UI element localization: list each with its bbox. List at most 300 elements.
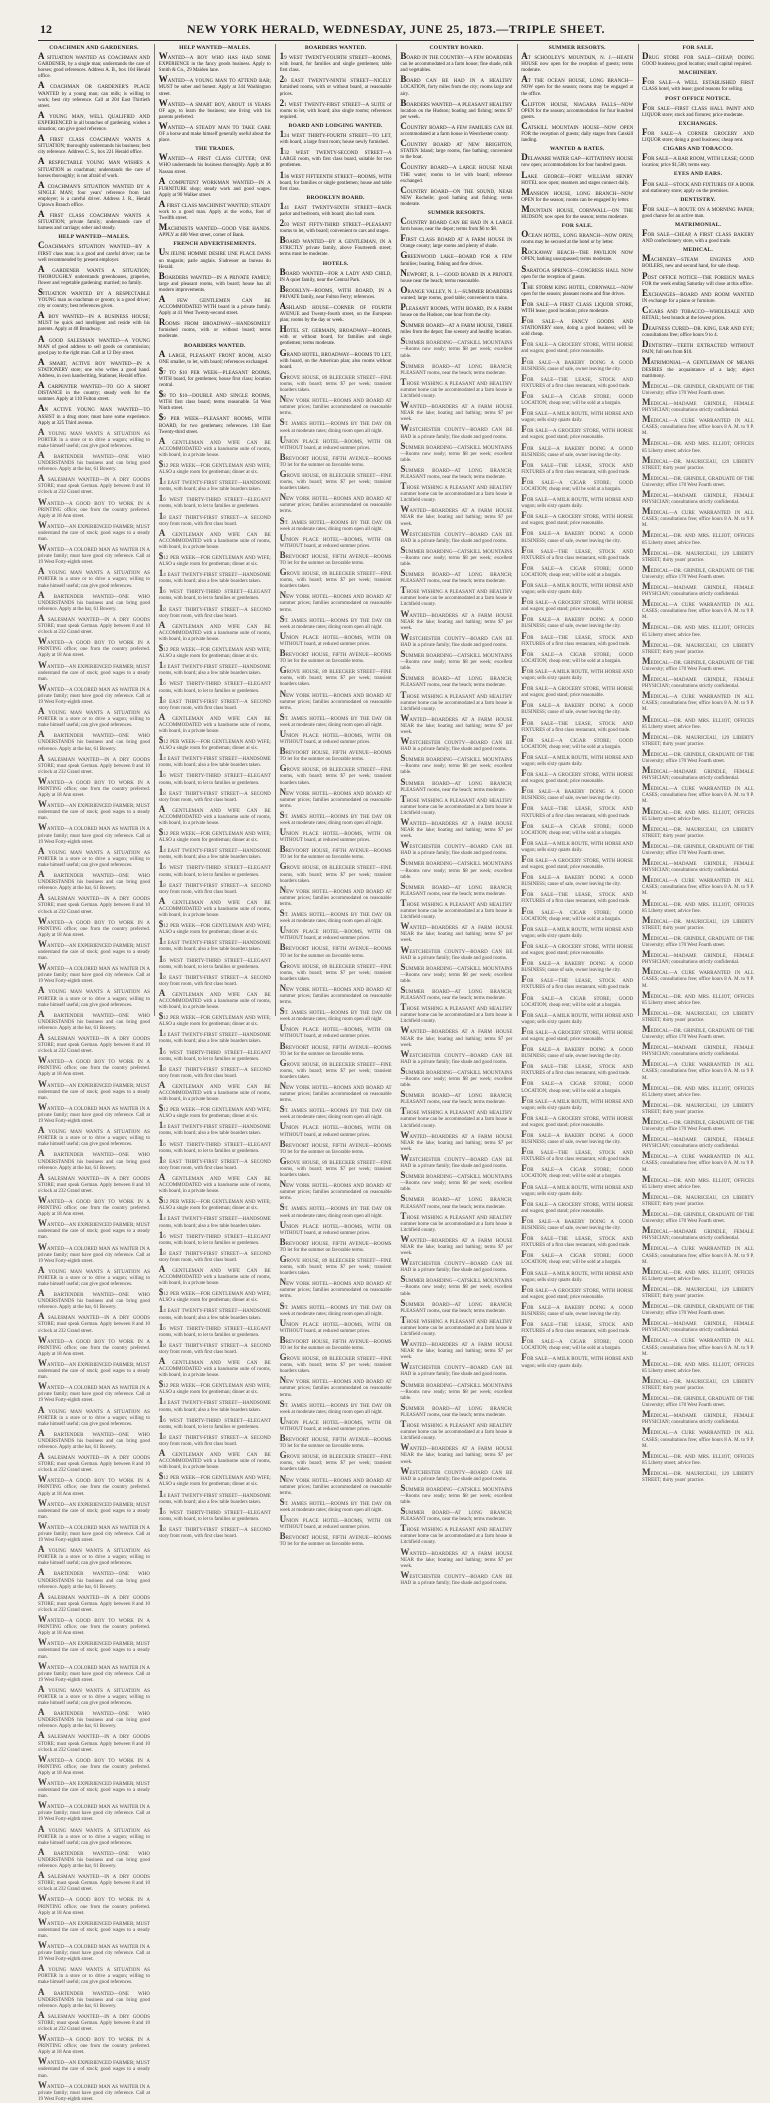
classified-ad: FOR SALE—THE LEASE, STOCK AND FIXTURES of a first class restaurant, with good trade. (521, 716, 634, 733)
classified-ad: ST. JAMES HOTEL—ROOMS BY THE DAY OR week at moderate rates; dining room open all night. (279, 613, 392, 630)
classified-ad: FOR SALE—A CIGAR STORE; GOOD LOCATION; cheap rent; will be sold at a bargain. (521, 991, 634, 1008)
classified-ad: SUMMER BOARDING—CATSKILL MOUNTAINS—Rooms now ready; terms $8 per week; excellent table. (400, 1274, 513, 1297)
classified-ad: BREVOORT HOUSE, FIFTH AVENUE—ROOMS TO let for the summer on favorable terms. (279, 1531, 392, 1548)
classified-ad: MEDICAL—DR. AND MRS. ELLIOT, OFFICES 85 Liberty street; advice free. (642, 1449, 754, 1466)
classified-ad: FOR SALE—STOCK AND FIXTURES OF A BOOK and stationery store; apply on the premises. (642, 177, 754, 194)
classified-ad: A GENTLEMAN AND WIFE CAN BE ACCOMMODATED with a handsome suite of rooms, with board, in a private house. (158, 435, 271, 458)
classified-ad: MEDICAL—DR. GRINDLE, GRADUATE OF THE University; office 170 West Fourth street. (642, 747, 754, 764)
classified-ad: A BARTENDER WANTED—ONE WHO UNDERSTANDS his business and can bring good reference. Apply at the bar, 61 Bowery. (38, 1707, 150, 1730)
classified-ad: WANTED—A COLORED MAN AS WAITER IN A private family; must have good city reference. Call at 19 West Forty-eighth street. (38, 822, 150, 845)
classified-ad: NEW YORK HOTEL—ROOMS AND BOARD AT summer prices; families accommodated on reasonable terms. (279, 1473, 392, 1496)
classified-ad: THOSE WISHING A PLEASANT AND HEALTHY summer home can be accommodated at a farm house in Litchfield county. (400, 1314, 513, 1337)
classified-ad: THE STORM KING HOTEL, CORNWALL—NOW open for the season; pleasant rooms and fine drives. (521, 280, 634, 297)
classified-ad: A GENTLEMAN AND WIFE CAN BE ACCOMMODATED with a handsome suite of rooms, with board, in a private house. (158, 1079, 271, 1103)
page-number: 12 (40, 22, 52, 36)
classified-ad: MEDICAL—DR. GRINDLE, GRADUATE OF THE University; office 170 West Fourth street. (642, 1208, 754, 1225)
classified-ad: ST. JAMES HOTEL—ROOMS BY THE DAY OR week at moderate rates; dining room open all night. (279, 711, 392, 728)
classified-ad: CIGARS AND TOBACCO—WHOLESALE AND RETAIL; best brands at the lowest prices. (642, 304, 754, 321)
classified-ad: FOR SALE—A CIGAR STORE; GOOD LOCATION; cheap rent; will be sold at a bargain. (521, 647, 634, 664)
classified-ad: WANTED—AN EXPERIENCED FARMER; MUST understand the care of stock; good wages to a steady man. (38, 938, 150, 962)
classified-ad: FOR SALE—A CIGAR STORE; GOOD LOCATION; cheap rent; will be sold at a bargain. (521, 561, 634, 578)
classified-ad: UNION PLACE HOTEL—ROOMS, WITH OR WITHOUT board, at reduced summer prices. (279, 1513, 392, 1531)
classified-ad: FOR SALE—A GROCERY STORE, WITH HORSE and wagon; good stand; price reasonable. (521, 1197, 634, 1214)
classified-ad: A BARTENDER WANTED—ONE WHO UNDERSTANDS his business and can bring good reference. Apply at the bar, 61 Bowery. (38, 589, 150, 612)
classified-ad: MEDICAL—MADAME GRINDLE, FEMALE PHYSICIAN; consultations strictly confidential. (642, 1317, 754, 1334)
classified-ad: WANTED—BOARDERS AT A FARM HOUSE NEAR the lake; boating and bathing; terms $7 per week. (400, 400, 513, 423)
classified-ad: 16 WEST THIRTY-THIRD STREET—ELEGANT rooms, with board, to let to families or gentlemen. (158, 585, 271, 602)
classified-ad: FOR SALE—A MILK ROUTE, WITH HORSE AND wagon; sells sixty quarts daily. (521, 750, 634, 767)
section-heading: EYES AND EARS. (673, 171, 723, 178)
classified-ad: MEDICAL—DR. MAURICEAU, 129 LIBERTY STREET; thirty years' practice. (642, 914, 754, 931)
section-heading: EXCHANGES. (678, 120, 718, 127)
classified-ad: WANTED—AN EXPERIENCED FARMER; MUST understand the care of stock; good wages to a steady man. (38, 1357, 150, 1381)
classified-ad: THOSE WISHING A PLEASANT AND HEALTHY summer home can be accommodated at a farm house in Litchfield county. (400, 1106, 513, 1129)
classified-ad: MEDICAL—MADAME GRINDLE, FEMALE PHYSICIAN; consultations strictly confidential. (642, 673, 754, 690)
masthead-rule (38, 40, 754, 41)
classified-ad: FOR SALE—A GROCERY STORE, WITH HORSE and wagon; good stand; price reasonable. (521, 682, 634, 699)
classified-ad: FOR SALE—A MILK ROUTE, WITH HORSE AND wagon; sells sixty quarts daily. (521, 836, 634, 853)
classified-ad: ST. JAMES HOTEL—ROOMS BY THE DAY OR week at moderate rates; dining room open all night. (279, 1398, 392, 1415)
classified-ad: MEDICAL—MADAME GRINDLE, FEMALE PHYSICIAN; consultations strictly confidential. (642, 857, 754, 874)
classified-ad: 18 EAST THIRTY-FIRST STREET—A SECOND story front room, with first class board. (158, 1338, 271, 1355)
classified-ad: A SALESMAN WANTED—IN A DRY GOODS STORE; must speak German. Apply between 8 and 10 o'clock at 232 Grand street. (38, 1590, 150, 1613)
classified-ad: BREVOORT HOUSE, FIFTH AVENUE—ROOMS TO let for the summer on favorable terms. (279, 648, 392, 665)
classified-ad: A BARTENDER WANTED—ONE WHO UNDERSTANDS his business and can bring good reference. Apply at the bar, 61 Bowery. (38, 1986, 150, 2009)
classified-ad: WESTCHESTER COUNTY—BOARD CAN BE HAD in a private family; fine shade and good rooms. (400, 1048, 513, 1065)
classified-ad: BREVOORT HOUSE, FIFTH AVENUE—ROOMS TO let for the summer on favorable terms. (279, 549, 392, 566)
classified-ad: WANTED—A STEADY MAN TO TAKE CARE OF a horse and make himself generally useful about the place. (158, 120, 271, 144)
classified-ad: WANTED—BOARDERS AT A FARM HOUSE NEAR the lake; boating and bathing; terms $7 per week. (400, 1442, 513, 1465)
classified-ad: FOR SALE—A CIGAR STORE; GOOD LOCATION; cheap rent; will be sold at a bargain. (521, 1077, 634, 1094)
classified-ad: SITUATION WANTED BY A RESPECTABLE YOUNG man as coachman or groom; is a good driver; city or country; best references given. (38, 287, 150, 310)
classified-ad: BREVOORT HOUSE, FIFTH AVENUE—ROOMS TO let for the summer on favorable terms. (279, 1334, 392, 1351)
classified-ad: 16 WEST THIRTY-THIRD STREET—ELEGANT rooms, with board, to let to families or gentlemen. (158, 861, 271, 878)
classified-ad: UNION PLACE HOTEL—ROOMS, WITH OR WITHOUT board, at reduced summer prices. (279, 1219, 392, 1236)
classified-ad: A SALESMAN WANTED—IN A DRY GOODS STORE; must speak German. Apply between 8 and 10 o'clock at 232 Grand street. (38, 1870, 150, 1893)
classified-ad: SUMMER BOARDING—CATSKILL MOUNTAINS—Rooms now ready; terms $8 per week; excellent table. (400, 440, 513, 463)
classified-ad: FOR SALE—THE LEASE, STOCK AND FIXTURES of a first class restaurant, with good trade. (521, 1232, 634, 1249)
classified-ad: A BOY WANTED—IN A BUSINESS HOUSE; MUST be quick and intelligent and reside with his parents. Apply at 40 Broadway. (38, 310, 150, 333)
classified-ad: A YOUNG MAN WANTS A SITUATION AS PORTER in a store or to drive a wagon; willing to make himself useful; can give good references. (38, 1544, 150, 1567)
classified-ad: FOR SALE—A ROUTE ON A MORNING PAPER; good chance for an active man. (642, 202, 754, 219)
section-heading: SUMMER RESORTS. (548, 45, 606, 51)
classified-ad: FOR SALE—FIRST CLASS HALL PAINT AND LIQUOR store; stock and fixtures; price moderate. (642, 101, 754, 118)
classified-ad: COUNTRY BOARD—A LARGE HOUSE NEAR THE water; rooms to let with board; reference exchanged. (400, 161, 513, 184)
classified-ad: A YOUNG MAN WANTS A SITUATION AS PORTER in a store or to drive a wagon; willing to make himself useful; can give good references. (38, 1683, 150, 1707)
classified-ad: FOR SALE—A MILK ROUTE, WITH HORSE AND wagon; sells sixty quarts daily. (521, 664, 634, 682)
classified-ad: $12 PER WEEK—FOR GENTLEMAN AND WIFE; ALSO a single room for gentleman; dinner at six. (158, 458, 271, 476)
classified-ad: MEDICAL—DR. MAURICEAU, 129 LIBERTY STREET; thirty years' practice. (642, 1006, 754, 1023)
classified-ad: WANTED—AN EXPERIENCED FARMER; MUST understand the care of stock; good wages to a steady man. (38, 799, 150, 822)
classified-ad: MEDICAL—MADAME GRINDLE, FEMALE PHYSICIAN; consultations strictly confidential. (642, 765, 754, 782)
classified-ad: MEDICAL—DR. GRINDLE, GRADUATE OF THE University; office 170 West Fourth street. (642, 655, 754, 672)
classified-ad: WANTED—AN EXPERIENCED FARMER; MUST understand the care of stock; good wages to a steady man. (38, 1777, 150, 1800)
classified-ad: THOSE WISHING A PLEASANT AND HEALTHY summer home can be accommodated at a farm house in Litchfield county. (400, 1002, 513, 1025)
classified-ad: WANTED—A GOOD BOY TO WORK IN A PRINTING office; one from the country preferred. Apply at 18 Ann street. (38, 1753, 150, 1776)
classified-ad: NEW YORK HOTEL—ROOMS AND BOARD AT summer prices; families accommodated on reasonable terms. (279, 1277, 392, 1300)
classified-ad: A GENTLEMAN AND WIFE CAN BE ACCOMMODATED with a handsome suite of rooms, with board, in a private house. (158, 1263, 271, 1287)
classified-ad: A GENTLEMAN AND WIFE CAN BE ACCOMMODATED with a handsome suite of rooms, with board, in a private house. (158, 619, 271, 642)
section-heading: BOARDERS WANTED. (304, 45, 367, 51)
classified-ad: BREVOORT HOUSE, FIFTH AVENUE—ROOMS TO let for the summer on favorable terms. (279, 746, 392, 763)
classified-ad: MEDICAL—A CURE WARRANTED IN ALL CASES; consultations free; office hours 8 A. M. to 9 P. M. (642, 1426, 754, 1449)
classified-ad: MEDICAL—DR. GRINDLE, GRADUATE OF THE University; office 170 West Fourth street. (642, 1300, 754, 1317)
classified-ad: A SALESMAN WANTED—IN A DRY GOODS STORE; must speak German. Apply between 8 and 10 o'clock at 232 Grand street. (38, 892, 150, 915)
classified-ad: WANTED—A COLORED MAN AS WAITER IN A private family; must have good city reference. Call at 19 West Forty-eighth street. (38, 1939, 150, 1963)
column-filler (279, 370, 392, 1549)
classified-ad: UNION PLACE HOTEL—ROOMS, WITH OR WITHOUT board, at reduced summer prices. (279, 1121, 392, 1138)
classified-ad: A COMPETENT WORKMAN WANTED—IN A FURNITURE shop; steady work and good wages. Apply at 90 Walker street. (158, 175, 271, 198)
classified-ad: 14 EAST TWENTY-FIRST STREET—HANDSOME rooms, with board; also a few table boarders taken. (158, 1212, 271, 1229)
classified-ad: COUNTRY BOARD—ON THE SOUND, NEAR NEW Rochelle; good bathing and fishing; terms moderate. (400, 184, 513, 207)
classified-ad: 14 EAST TWENTY-FIRST STREET—HANDSOME rooms, with board; also a few table boarders taken. (158, 660, 271, 677)
classified-ad: 124 WEST THIRTY-FOURTH STREET—TO LET, with board, a large front room; house newly furnished. (279, 129, 392, 146)
section-heading: HOTELS. (322, 260, 349, 267)
classified-ad: FOR SALE—A BAKERY DOING A GOOD BUSINESS; cause of sale, owner leaving the city. (521, 1214, 634, 1232)
classified-ad: 18 EAST THIRTY-FIRST STREET—A SECOND story front room, with first class board. (158, 1154, 271, 1171)
classified-ad: BREVOORT HOUSE, FIFTH AVENUE—ROOMS TO let for the summer on favorable terms. (279, 942, 392, 959)
section-heading: MEDICAL. (682, 247, 714, 254)
classified-ad: MEDICAL—DR. AND MRS. ELLIOT, OFFICES 85 Liberty street; advice free. (642, 437, 754, 454)
classified-ad: FOR SALE—A CIGAR STORE; GOOD LOCATION; cheap rent; will be sold at a bargain. (521, 733, 634, 750)
classified-ad: 16 WEST THIRTY-THIRD STREET—ELEGANT rooms, with board, to let to families or gentlemen. (158, 769, 271, 786)
classified-ad: SUMMER BOARDING—CATSKILL MOUNTAINS—Rooms now ready; terms $8 per week; excellent table. (400, 961, 513, 984)
classified-ad: GROVE HOUSE, 89 BLEECKER STREET—FINE rooms, with board; terms $7 per week; transient boarders taken. (279, 959, 392, 982)
classified-ad: MEDICAL—DR. AND MRS. ELLIOT, OFFICES 85 Liberty street; advice free. (642, 1265, 754, 1282)
classified-ad: A BARTENDER WANTED—ONE WHO UNDERSTANDS his business and can bring good reference. Apply at the bar, 61 Bowery. (38, 869, 150, 892)
classified-ad: 132 WEST TWENTY-SECOND STREET—A LARGE room, with first class board, suitable for two gentlemen. (279, 146, 392, 169)
classified-ad: BOARDERS WANTED—IN A PRIVATE FAMILY; large and pleasant rooms, with board; house has all modern improvements. (158, 270, 271, 293)
classified-ad: GROVE HOUSE, 89 BLEECKER STREET—FINE rooms, with board; terms $7 per week; transient boarders taken. (279, 665, 392, 688)
column-3 (279, 44, 392, 1548)
classified-ad: BOARD CAN BE HAD IN A HEALTHY LOCATION, forty miles from the city; rooms large and airy. (400, 74, 513, 97)
classified-ad: $9 PER WEEK—PLEASANT ROOMS, WITH BOARD, for two gentlemen; references. 118 East Twenty-third street. (158, 412, 271, 435)
classified-ad: FOR SALE—A CIGAR STORE; GOOD LOCATION; cheap rent; will be sold at a bargain. (521, 819, 634, 836)
classified-ad: MEDICAL—DR. AND MRS. ELLIOT, OFFICES 85 Liberty street; advice free. (642, 713, 754, 730)
column-1 (38, 44, 150, 2102)
classified-ad: MATRIMONIAL—A GENTLEMAN OF MEANS DESIRES the acquaintance of a lady; object matrimony. (642, 356, 754, 379)
classified-ad: FOR SALE—A GROCERY STORE, WITH HORSE and wagon; good stand; price reasonable. (521, 1111, 634, 1128)
classified-ad: GROVE HOUSE, 89 BLEECKER STREET—FINE rooms, with board; terms $7 per week; transient boarders taken. (279, 861, 392, 884)
classified-ad: NEW YORK HOTEL—ROOMS AND BOARD AT summer prices; families accommodated on reasonable terms. (279, 688, 392, 711)
section-heading: BROOKLYN BOARD. (306, 194, 365, 201)
classified-ad: FOR SALE—A BAKERY DOING A GOOD BUSINESS; cause of sale, owner leaving the city. (521, 1043, 634, 1060)
section-heading: WANTED & RATES. (549, 146, 605, 153)
classified-ad: A SALESMAN WANTED—IN A DRY GOODS STORE; must speak German. Apply between 8 and 10 o'clock at 232 Grand street. (38, 1451, 150, 1474)
classified-ad: NEW YORK HOTEL—ROOMS AND BOARD AT summer prices; families accommodated on reasonable terms. (279, 982, 392, 1006)
column-rule (396, 44, 397, 1016)
classified-ad: A GENTLEMAN AND WIFE CAN BE ACCOMMODATED with a handsome suite of rooms, with board, in a private house. (158, 1448, 271, 1471)
classified-ad: MEDICAL—DR. MAURICEAU, 129 LIBERTY STREET; thirty years' practice. (642, 822, 754, 839)
classified-ad: MEDICAL—DR. AND MRS. ELLIOT, OFFICES 85 Liberty street; advice free. (642, 805, 754, 822)
classified-ad: MEDICAL—DR. MAURICEAU, 129 LIBERTY STREET; thirty years' practice. (642, 730, 754, 747)
classified-ad: SUMMER BOARDING—CATSKILL MOUNTAINS—Rooms now ready; terms $8 per week; excellent table. (400, 857, 513, 880)
classified-ad: WANTED—A GOOD BOY TO WORK IN A PRINTING office; one from the country preferred. Apply at 18 Ann street. (38, 775, 150, 799)
classified-ad: AT THE OCEAN HOUSE, LONG BRANCH—NOW open for the season; rooms may be engaged at the office. (521, 74, 634, 97)
classified-ad: WANTED—A GOOD BOY TO WORK IN A PRINTING office; one from the country preferred. Apply at 18 Ann street. (38, 915, 150, 938)
classified-ad: UNION PLACE HOTEL—ROOMS, WITH OR WITHOUT board, at reduced summer prices. (279, 728, 392, 746)
classified-ad: CLIFTON HOUSE, NIAGARA FALLS—NOW OPEN for the season; accommodation for four hundred guests. (521, 97, 634, 120)
classified-ad: DENTISTRY—TEETH EXTRACTED WITHOUT PAIN; full sets from $10. (642, 339, 754, 356)
classified-ad: FOR SALE—THE LEASE, STOCK AND FIXTURES of a first class restaurant, with good trade. (521, 544, 634, 561)
classified-ad: 14 EAST TWENTY-FIRST STREET—HANDSOME rooms, with board; also a few table boarders taken. (158, 1488, 271, 1505)
classified-ad: WESTCHESTER COUNTY—BOARD CAN BE HAD in a private family; fine shade and good rooms. (400, 423, 513, 440)
classified-ad: WANTED—A COLORED MAN AS WAITER IN A private family; must have good city reference. Call at 19 West Forty-eighth street. (38, 543, 150, 566)
classified-ad: SUMMER BOARDING—CATSKILL MOUNTAINS—Rooms now ready; terms $8 per week; excellent table. (400, 1482, 513, 1505)
classified-ad: A RESPECTABLE YOUNG MAN WISHES A SITUATION as coachman; understands the care of horses thoroughly; is not afraid of work. (38, 156, 150, 179)
classified-ad: WANTED—BOARDERS AT A FARM HOUSE NEAR the lake; boating and bathing; terms $7 per week. (400, 1129, 513, 1152)
classified-ad: WANTED—BOARDERS AT A FARM HOUSE NEAR the lake; boating and bathing; terms $7 per week. (400, 712, 513, 735)
classified-ad: $12 PER WEEK—FOR GENTLEMAN AND WIFE; ALSO a single room for gentleman; dinner at six. (158, 1379, 271, 1396)
classified-ad: A GENTLEMAN AND WIFE CAN BE ACCOMMODATED with a handsome suite of rooms, with board, in a private house. (158, 803, 271, 826)
classified-ad: FOR SALE—A BAKERY DOING A GOOD BUSINESS; cause of sale, owner leaving the city. (521, 355, 634, 372)
classified-ad: WESTCHESTER COUNTY—BOARD CAN BE HAD in a private family; fine shade and good rooms. (400, 736, 513, 753)
classified-ad: WANTED—A COLORED MAN AS WAITER IN A private family; must have good city reference. Call at 19 West Forty-eighth street. (38, 962, 150, 985)
classified-ad: ST. JAMES HOTEL—ROOMS BY THE DAY OR week at moderate rates; dining room open all night. (279, 1104, 392, 1121)
classified-ad: GROVE HOUSE, 89 BLEECKER STREET—FINE rooms, with board; terms $7 per week; transient boarders taken. (279, 1450, 392, 1473)
classified-ad: FOR SALE—A MILK ROUTE, WITH HORSE AND wagon; sells sixty quarts daily. (521, 1180, 634, 1197)
classified-ad: 14 EAST TWENTY-FIRST STREET—HANDSOME rooms, with board; also a few table boarders taken. (158, 1120, 271, 1137)
classified-ad: FOR SALE—A BAR ROOM, WITH LEASE; GOOD location; price $1,500; terms easy. (642, 152, 754, 169)
section-heading: CIGARS AND TOBACCO. (663, 146, 733, 153)
classified-ad: ST. JAMES HOTEL—ROOMS BY THE DAY OR week at moderate rates; dining room open all night. (279, 1300, 392, 1317)
classified-ad: MANSION HOUSE, LONG BRANCH—NOW OPEN for the season; rooms can be engaged by letter. (521, 186, 634, 203)
classified-ad: MOUNTAIN HOUSE, CORNWALL—ON THE HUDSON; now open for the season; terms moderate. (521, 203, 634, 220)
column-2 (158, 44, 271, 1539)
classified-ad: FOR SALE—A MILK ROUTE, WITH HORSE AND wagon; sells sixty quarts daily. (521, 1008, 634, 1025)
classified-ad: 18 EAST THIRTY-FIRST STREET—A SECOND story front room, with first class board. (158, 694, 271, 711)
classified-ad: A YOUNG MAN WANTS A SITUATION AS PORTER in a store or to drive a wagon; willing to make himself useful; can give good references. (38, 845, 150, 868)
classified-ad: WANTED—AN EXPERIENCED FARMER; MUST understand the care of stock; good wages to a steady man. (38, 1916, 150, 1939)
classified-ad: FOR SALE—CHEAP, A FIRST CLASS BAKERY AND confectionery store, with a good trade. (642, 228, 754, 245)
classified-ad: WANTED—BOARDERS AT A FARM HOUSE NEAR the lake; boating and bathing; terms $7 per week. (400, 1546, 513, 1569)
section-heading: COACHMEN AND GARDENERS. (49, 45, 139, 51)
classified-ad: FOR SALE—THE LEASE, STOCK AND FIXTURES of a first class restaurant, with good trade. (521, 1060, 634, 1077)
classified-ad: A GENTLEMAN AND WIFE CAN BE ACCOMMODATED with a handsome suite of rooms, with board, in a private house. (158, 895, 271, 919)
classified-ad: A BARTENDER WANTED—ONE WHO UNDERSTANDS his business and can bring good reference. Apply at the bar, 61 Bowery. (38, 1008, 150, 1031)
classified-ad: A YOUNG MAN WANTS A SITUATION AS PORTER in a store or to drive a wagon; willing to make himself useful; can give good references. (38, 985, 150, 1008)
classified-ad: SUMMER BOARD—AT A FARM HOUSE, THREE miles from the depot; fine scenery and healthy location. (400, 319, 513, 336)
classified-ad: A FEW GENTLEMEN CAN BE ACCOMMODATED WITH board in a private family. Apply at 41 West Twenty-second street. (158, 294, 271, 317)
classified-ad: POST OFFICE NOTICE—THE FOREIGN MAILS FOR the week ending Saturday will close at this office. (642, 270, 754, 287)
classified-ad: WESTCHESTER COUNTY—BOARD CAN BE HAD in a private family; fine shade and good rooms. (400, 840, 513, 857)
classified-ad: WANTED—BOARDERS AT A FARM HOUSE NEAR the lake; boating and bathing; terms $7 per week. (400, 817, 513, 840)
classified-ad: WANTED—A GOOD BOY TO WORK IN A PRINTING office; one from the country preferred. Apply at 18 Ann street. (38, 2033, 150, 2056)
classified-ad: MEDICAL—DR. GRINDLE, GRADUATE OF THE University; office 170 West Fourth street. (642, 931, 754, 949)
classified-ad: SUMMER BOARDING—CATSKILL MOUNTAINS—Rooms now ready; terms $8 per week; excellent table. (400, 336, 513, 359)
classified-ad: 14 EAST TWENTY-FIRST STREET—HANDSOME rooms, with board; also a few table boarders taken. (158, 1304, 271, 1321)
classified-ad: SARATOGA SPRINGS—CONGRESS HALL NOW open for the reception of guests. (521, 263, 634, 280)
classified-ad: FOR SALE—A CIGAR STORE; GOOD LOCATION; cheap rent; will be sold at a bargain. (521, 1335, 634, 1352)
classified-ad: WANTED—AN EXPERIENCED FARMER; MUST understand the care of stock; good wages to a steady man. (38, 1078, 150, 1101)
classified-ad: MEDICAL—A CURE WARRANTED IN ALL CASES; consultations free; office hours 8 A. M. to 9 P. M. (642, 506, 754, 529)
classified-ad: 16 WEST THIRTY-THIRD STREET—ELEGANT rooms, with board, to let to families or gentlemen. (158, 953, 271, 970)
classified-ad: BREVOORT HOUSE, FIFTH AVENUE—ROOMS TO let for the summer on favorable terms. (279, 1138, 392, 1155)
classified-ad: 18 EAST THIRTY-FIRST STREET—A SECOND story front room, with first class board. (158, 1522, 271, 1539)
classified-ad: UNION PLACE HOTEL—ROOMS, WITH OR WITHOUT board, at reduced summer prices. (279, 925, 392, 942)
classified-ad: THOSE WISHING A PLEASANT AND HEALTHY summer home can be accommodated at a farm house in Litchfield county. (400, 1523, 513, 1546)
column-rule (275, 44, 276, 1016)
classified-ad: MEDICAL—A CURE WARRANTED IN ALL CASES; consultations free; office hours 8 A. M. to 9 P. M. (642, 966, 754, 989)
classified-ad: MEDICAL—MADAME GRINDLE, FEMALE PHYSICIAN; consultations strictly confidential. (642, 1225, 754, 1242)
classified-ad: $12 PER WEEK—FOR GENTLEMAN AND WIFE; ALSO a single room for gentleman; dinner at six. (158, 1195, 271, 1212)
classified-ad: NEW YORK HOTEL—ROOMS AND BOARD AT summer prices; families accommodated on reasonable terms. (279, 590, 392, 613)
classified-ad: A BARTENDER WANTED—ONE WHO UNDERSTANDS his business and can bring good reference. Apply at the bar, 61 Bowery. (38, 449, 150, 473)
classified-ad: NEW YORK HOTEL—ROOMS AND BOARD AT summer prices; families accommodated on reasonable terms. (279, 786, 392, 809)
classified-ad: WANTED—AN EXPERIENCED FARMER; MUST understand the care of stock; good wages to a steady man. (38, 1637, 150, 1660)
classified-ad: WESTCHESTER COUNTY—BOARD CAN BE HAD in a private family; fine shade and good rooms. (400, 1257, 513, 1274)
classified-ad: WANTED—A COLORED MAN AS WAITER IN A private family; must have good city reference. Call at 19 West Forty-eighth street. (38, 682, 150, 705)
classified-ad: 16 WEST THIRTY-THIRD STREET—ELEGANT rooms, with board, to let to families or gentlemen. (158, 1321, 271, 1338)
classified-ad: $8 TO $10—DOUBLE AND SINGLE ROOMS, WITH first class board; terms reasonable. 54 West Ninth street. (158, 389, 271, 412)
classified-ad: ASHLAND HOUSE—CORNER OF FOURTH AVENUE and Twenty-fourth street, on the European plan; rooms by the day or week. (279, 301, 392, 324)
section-heading: HELP WANTED—MALES. (179, 45, 251, 51)
classified-ad: A FIRST CLASS COACHMAN WANTS A SITUATION; private family; understands care of harness and carriage; sober and steady. (38, 209, 150, 232)
classified-ad: UNION PLACE HOTEL—ROOMS, WITH OR WITHOUT board, at reduced summer prices. (279, 1317, 392, 1334)
classified-ad: WANTED—BOARDERS AT A FARM HOUSE NEAR the lake; boating and bathing; terms $7 per week. (400, 608, 513, 631)
classified-ad: 16 WEST THIRTY-THIRD STREET—ELEGANT rooms, with board, to let to families or gentlemen. (158, 1413, 271, 1430)
classified-ad: FOR SALE—A FANCY GOODS AND STATIONERY store, doing a good business; will be sold cheap. (521, 315, 634, 338)
classified-ad: MEDICAL—A CURE WARRANTED IN ALL CASES; consultations free; office hours 8 A. M. to 9 P. M. (642, 874, 754, 897)
classified-ad: SUMMER BOARD—AT LONG BRANCH; PLEASANT rooms, near the beach; terms moderate. (400, 1297, 513, 1314)
classified-ad: A SALESMAN WANTED—IN A DRY GOODS STORE; must speak German. Apply between 8 and 10 o'clock at 232 Grand street. (38, 1311, 150, 1334)
classified-ad: THOSE WISHING A PLEASANT AND HEALTHY summer home can be accommodated at a farm house in Litchfield county. (400, 1210, 513, 1233)
classified-ad: MEDICAL—DR. MAURICEAU, 129 LIBERTY STREET; thirty years' practice. (642, 638, 754, 655)
classified-ad: $12 PER WEEK—FOR GENTLEMAN AND WIFE; ALSO a single room for gentleman; dinner at six. (158, 1287, 271, 1304)
classified-ad: GROVE HOUSE, 89 BLEECKER STREET—FINE rooms, with board; terms $7 per week; transient boarders taken. (279, 1155, 392, 1179)
classified-ad: SUMMER BOARD—AT LONG BRANCH; PLEASANT rooms, near the beach; terms moderate. (400, 984, 513, 1002)
classified-ad: MEDICAL—DR. AND MRS. ELLIOT, OFFICES 85 Liberty street; advice free. (642, 1081, 754, 1098)
classified-ad: 14 EAST TWENTY-FIRST STREET—HANDSOME rooms, with board; also a few table boarders taken. (158, 476, 271, 493)
classified-ad: NEW YORK HOTEL—ROOMS AND BOARD AT summer prices; families accommodated on reasonable terms. (279, 1375, 392, 1398)
classified-ad: 19 WEST TWENTY-FOURTH STREET—ROOMS, with board, for families and single gentlemen; table first class. (279, 51, 392, 74)
classified-ad: FOR SALE—A GROCERY STORE, WITH HORSE and wagon; good stand; price reasonable. (521, 424, 634, 441)
classified-ad: FOR SALE—THE LEASE, STOCK AND FIXTURES of a first class restaurant, with good trade. (521, 630, 634, 647)
classified-ad: MEDICAL—DR. GRINDLE, GRADUATE OF THE University; office 170 West Fourth street. (642, 839, 754, 856)
classified-ad: FOR SALE—A MILK ROUTE, WITH HORSE AND wagon; sells sixty quarts daily. (521, 1352, 634, 1369)
classified-ad: SUMMER BOARD—AT LONG BRANCH; PLEASANT rooms, near the beach; terms moderate. (400, 1089, 513, 1106)
classified-ad: WANTED—A GOOD BOY TO WORK IN A PRINTING office; one from the country preferred. Apply at 18 Ann street. (38, 496, 150, 519)
classified-ad: FOR SALE—A BAKERY DOING A GOOD BUSINESS; cause of sale, owner leaving the city. (521, 871, 634, 888)
classified-ad: MEDICAL—DR. GRINDLE, GRADUATE OF THE University; office 170 West Fourth street. (642, 379, 754, 396)
classified-ad: WANTED—A COLORED MAN AS WAITER IN A private family; must have good city reference. Call at 19 West Forty-eighth street. (38, 1241, 150, 1264)
classified-ad: THOSE WISHING A PLEASANT AND HEALTHY summer home can be accommodated at a farm house in Litchfield county. (400, 897, 513, 921)
classified-ad: A SALESMAN WANTED—IN A DRY GOODS STORE; must speak German. Apply between 8 and 10 o'clock at 232 Grand street. (38, 2009, 150, 2032)
classified-ad: FOR SALE—A MILK ROUTE, WITH HORSE AND wagon; sells sixty quarts daily. (521, 922, 634, 939)
classified-ad: 18 EAST THIRTY-FIRST STREET—A SECOND story front room, with first class board. (158, 786, 271, 803)
classified-ad: UNION PLACE HOTEL—ROOMS, WITH OR WITHOUT board, at reduced summer prices. (279, 532, 392, 549)
classified-ad: FOR SALE—A BAKERY DOING A GOOD BUSINESS; cause of sale, owner leaving the city. (521, 1129, 634, 1146)
columns (38, 44, 754, 2102)
classified-ad: WANTED—A COLORED MAN AS WAITER IN A private family; must have good city reference. Call at 19 West Forty-eighth street. (38, 1520, 150, 1544)
classified-ad: MEDICAL—DR. GRINDLE, GRADUATE OF THE University; office 170 West Fourth street. (642, 1023, 754, 1041)
classified-ad: A YOUNG MAN WANTS A SITUATION AS PORTER in a store or to drive a wagon; willing to make himself useful; can give good references. (38, 1125, 150, 1148)
classified-ad: WANTED—BOARDERS AT A FARM HOUSE NEAR the lake; boating and bathing; terms $7 per week. (400, 921, 513, 944)
classified-ad: WANTED—AN EXPERIENCED FARMER; MUST understand the care of stock; good wages to a steady man. (38, 659, 150, 682)
classified-ad: MEDICAL—MADAME GRINDLE, FEMALE PHYSICIAN; consultations strictly confidential. (642, 1041, 754, 1058)
classified-ad: MEDICAL—DR. MAURICEAU, 129 LIBERTY STREET; thirty years' practice. (642, 454, 754, 471)
classified-ad: 14 EAST TWENTY-FIRST STREET—HANDSOME rooms, with board; also a few table boarders taken. (158, 1396, 271, 1413)
classified-ad: 14 EAST TWENTY-FIRST STREET—HANDSOME rooms, with board; also a few table boarders taken. (158, 936, 271, 953)
classified-ad: FOR SALE—A MILK ROUTE, WITH HORSE AND wagon; sells sixty quarts daily. (521, 1094, 634, 1111)
classified-ad: COACHMAN'S SITUATION WANTED—BY A FIRST class man; is a good and careful driver; can be well recommended by present employer. (38, 240, 150, 263)
classified-ad: FOR SALE—A GROCERY STORE, WITH HORSE and wagon; good stand; price reasonable. (521, 768, 634, 785)
classified-ad: FOR SALE—THE LEASE, STOCK AND FIXTURES of a first class restaurant, with good trade. (521, 1146, 634, 1163)
classified-ad: SUMMER BOARDING—CATSKILL MOUNTAINS—Rooms now ready; terms $8 per week; excellent table. (400, 649, 513, 672)
section-heading: BOARDERS WANTED. (184, 342, 246, 349)
classified-ad: BREVOORT HOUSE, FIFTH AVENUE—ROOMS TO let for the summer on favorable terms. (279, 451, 392, 468)
classified-ad: EXCHANGES—BOARD AND ROOM WANTED IN exchange for a piano or furniture. (642, 287, 754, 304)
classified-ad: MEDICAL—DR. AND MRS. ELLIOT, OFFICES 85 Liberty street; advice free. (642, 1173, 754, 1190)
classified-ad: 18 EAST THIRTY-FIRST STREET—A SECOND story front room, with first class board. (158, 1430, 271, 1447)
classified-ad: UNION PLACE HOTEL—ROOMS, WITH OR WITHOUT board, at reduced summer prices. (279, 1415, 392, 1432)
classified-ad: MEDICAL—DR. MAURICEAU, 129 LIBERTY STREET; thirty years' practice. (642, 1098, 754, 1115)
classified-ad: WANTED—A COLORED MAN AS WAITER IN A private family; must have good city reference. Call at 19 West Forty-eighth street. (38, 1660, 150, 1683)
classified-ad: WANTED—AN EXPERIENCED FARMER; MUST understand the care of stock; good wages to a steady man. (38, 1218, 150, 1241)
classified-ad: FOR SALE—A CIGAR STORE; GOOD LOCATION; cheap rent; will be sold at a bargain. (521, 475, 634, 492)
classified-ad: A SALESMAN WANTED—IN A DRY GOODS STORE; must speak German. Apply between 8 and 10 o'clock at 232 Grand street. (38, 1032, 150, 1055)
classified-ad: PLEASANT ROOMS, WITH BOARD, IN A FARM house on the Hudson; one hour from the city. (400, 302, 513, 319)
classified-ad: THOSE WISHING A PLEASANT AND HEALTHY summer home can be accommodated at a farm house in Litchfield county. (400, 585, 513, 608)
classified-ad: NEWPORT, R. I.—GOOD BOARD IN A PRIVATE house near the beach; terms reasonable. (400, 267, 513, 284)
classified-ad: FIRST CLASS BOARD AT A FARM HOUSE IN Orange county; large rooms and plenty of shade. (400, 233, 513, 250)
classified-ad: 18 EAST THIRTY-FIRST STREET—A SECOND story front room, with first class board. (158, 1246, 271, 1263)
classified-ad: GROVE HOUSE, 89 BLEECKER STREET—FINE rooms, with board; terms $7 per week; transient boarders taken. (279, 763, 392, 786)
classified-ad: WANTED—A COLORED MAN AS WAITER IN A private family; must have good city reference. Call at 19 West Forty-eighth street. (38, 2079, 150, 2102)
classified-ad: BOARD IN THE COUNTRY—A FEW BOARDERS can be accommodated at a farm house; fine shade, milk and vegetables. (400, 51, 513, 74)
classified-ad: SUMMER BOARD—AT LONG BRANCH; PLEASANT rooms, near the beach; terms moderate. (400, 1506, 513, 1523)
classified-ad: SUMMER BOARD—AT LONG BRANCH; PLEASANT rooms, near the beach; terms moderate. (400, 776, 513, 793)
column-filler (158, 435, 271, 1540)
classified-ad: MEDICAL—A CURE WARRANTED IN ALL CASES; consultations free; office hours 8 A. M. to 9 P. M. (642, 1334, 754, 1357)
classified-ad: GROVE HOUSE, 89 BLEECKER STREET—FINE rooms, with board; terms $7 per week; transient boarders taken. (279, 567, 392, 590)
classified-ad: ORANGE VALLEY, N. J.—SUMMER BOARDERS wanted; large rooms, good table; convenient to trains. (400, 284, 513, 301)
classified-ad: $12 PER WEEK—FOR GENTLEMAN AND WIFE; ALSO a single room for gentleman; dinner at six. (158, 643, 271, 660)
column-rule (517, 44, 518, 1016)
classified-ad: A SITUATION WANTED AS COACHMAN AND GARDENER, by a single man; understands the care of horses; good references. Address A. B., box 104 Herald office. (38, 51, 150, 80)
classified-ad: A BARTENDER WANTED—ONE WHO UNDERSTANDS his business and can bring good reference. Apply at the bar, 61 Bowery. (38, 1567, 150, 1590)
classified-ad: 16 WEST THIRTY-THIRD STREET—ELEGANT rooms, with board, to let to families or gentlemen. (158, 1137, 271, 1154)
classified-ad: FOR SALE—A BAKERY DOING A GOOD BUSINESS; cause of sale, owner leaving the city. (521, 1300, 634, 1317)
classified-ad: MEDICAL—DR. AND MRS. ELLIOT, OFFICES 85 Liberty street; advice free. (642, 989, 754, 1006)
classified-ad: FOR SALE—A CIGAR STORE; GOOD LOCATION; cheap rent; will be sold at a bargain. (521, 905, 634, 922)
classified-ad: MEDICAL—MADAME GRINDLE, FEMALE PHYSICIAN; consultations strictly confidential. (642, 581, 754, 598)
classified-ad: A BARTENDER WANTED—ONE WHO UNDERSTANDS his business and can bring good reference. Apply at the bar, 61 Bowery. (38, 1846, 150, 1870)
classified-ad: 16 WEST THIRTY-THIRD STREET—ELEGANT rooms, with board, to let to families or gentlemen. (158, 1045, 271, 1062)
classified-ad: A GENTLEMAN AND WIFE CAN BE ACCOMMODATED with a handsome suite of rooms, with board, in a private house. (158, 1171, 271, 1195)
column-filler (521, 340, 633, 1369)
classified-ad: MEDICAL—DR. AND MRS. ELLIOT, OFFICES 85 Liberty street; advice free. (642, 621, 754, 638)
classified-ad: FOR SALE—A GROCERY STORE, WITH HORSE and wagon; good stand; price reasonable. (521, 939, 634, 957)
classified-ad: FOR SALE—THE LEASE, STOCK AND FIXTURES of a first class restaurant, with good trade. (521, 372, 634, 389)
classified-ad: WANTED—A COLORED MAN AS WAITER IN A private family; must have good city reference. Call at 19 West Forty-eighth street. (38, 1381, 150, 1404)
classified-ad: MEDICAL—DR. GRINDLE, GRADUATE OF THE University; office 170 West Fourth street. (642, 1116, 754, 1133)
classified-ad: A YOUNG MAN WANTS A SITUATION AS PORTER in a store or to drive a wagon; willing to make himself useful; can give good references. (38, 706, 150, 729)
classified-ad: A GENTLEMAN AND WIFE CAN BE ACCOMMODATED with a handsome suite of rooms, with board, in a private house. (158, 527, 271, 550)
classified-ad: ST. JAMES HOTEL—ROOMS BY THE DAY OR week at moderate rates; dining room open all night. (279, 1496, 392, 1513)
classified-ad: MEDICAL—DR. MAURICEAU, 129 LIBERTY STREET; thirty years' practice. (642, 1466, 754, 1484)
section-heading: FOR SALE. (682, 45, 714, 51)
classified-ad: WANTED—BOARDERS AT A FARM HOUSE NEAR the lake; boating and bathing; terms $7 per week. (400, 1025, 513, 1048)
classified-ad: WESTCHESTER COUNTY—BOARD CAN BE HAD in a private family; fine shade and good rooms. (400, 1569, 513, 1586)
classified-ad: FOR SALE—A GROCERY STORE, WITH HORSE and wagon; good stand; price reasonable. (521, 1025, 634, 1042)
classified-ad: SUMMER BOARDING—CATSKILL MOUNTAINS—Rooms now ready; terms $8 per week; excellent table. (400, 1170, 513, 1193)
classified-ad: 14 EAST TWENTY-FIRST STREET—HANDSOME rooms, with board; also a few table boarders taken. (158, 568, 271, 585)
classified-ad: A SMART, ACTIVE BOY WANTED—IN A STATIONERY store; one who writes a good hand. Address, in own handwriting, Stationer, Herald office. (38, 356, 150, 380)
classified-ad: SUMMER BOARD—AT LONG BRANCH; PLEASANT rooms, near the beach; terms moderate. (400, 1401, 513, 1418)
classified-ad: $12 PER WEEK—FOR GENTLEMAN AND WIFE; ALSO a single room for gentleman; dinner at six. (158, 551, 271, 568)
column-rule (154, 44, 155, 1016)
